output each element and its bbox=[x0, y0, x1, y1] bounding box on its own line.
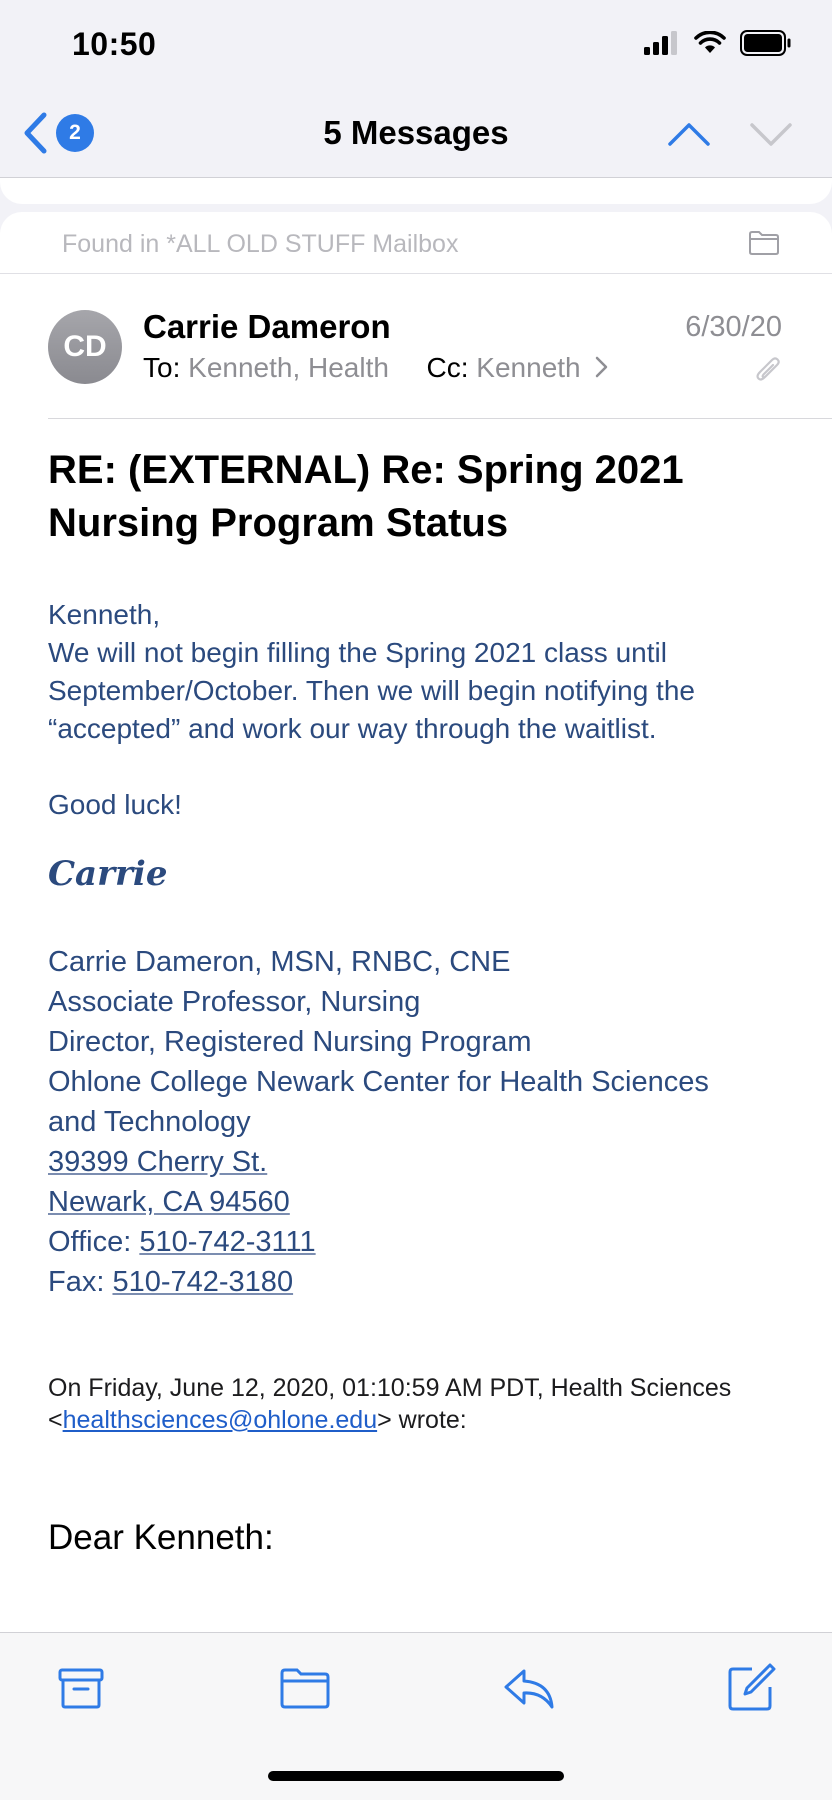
paperclip-icon bbox=[754, 354, 782, 384]
address-link[interactable]: 39399 Cherry St. bbox=[48, 1146, 268, 1178]
signature-line: Ohlone College Newark Center for Health Sciences bbox=[48, 1066, 709, 1098]
recipients-line[interactable] bbox=[143, 352, 610, 384]
to-label: To: bbox=[143, 352, 181, 383]
quoted-salutation: Dear Kenneth: bbox=[48, 1518, 274, 1557]
message-subject: RE: (EXTERNAL) Re: Spring 2021 Nursing Program Status bbox=[48, 448, 684, 545]
quote-header bbox=[48, 1372, 808, 1436]
found-in-bar[interactable] bbox=[0, 212, 832, 274]
nav-title: 5 Messages bbox=[323, 114, 509, 151]
body-line: September/October. Then we will begin notifying the bbox=[48, 675, 695, 706]
chevron-right-icon bbox=[594, 355, 610, 379]
sender-avatar[interactable]: CD bbox=[48, 310, 122, 384]
cc-value: Kenneth bbox=[476, 352, 581, 383]
email-link[interactable]: healthsciences@ohlone.edu bbox=[62, 1406, 378, 1434]
signature-block bbox=[48, 942, 808, 1302]
header-divider bbox=[48, 418, 832, 419]
message-card bbox=[0, 212, 832, 1632]
chevron-up-icon bbox=[666, 114, 712, 154]
quote-header-line: On Friday, June 12, 2020, 01:10:59 AM PDT, Health Sciences bbox=[48, 1374, 732, 1402]
message-body bbox=[48, 596, 808, 1558]
cellular-signal-icon bbox=[644, 31, 680, 55]
office-phone-link[interactable]: 510-742-3111 bbox=[139, 1226, 316, 1258]
archive-icon[interactable] bbox=[54, 1661, 108, 1715]
previous-message-button[interactable] bbox=[666, 114, 712, 154]
next-message-button[interactable] bbox=[748, 114, 794, 154]
status-bar bbox=[0, 0, 832, 90]
signature-line: and Technology bbox=[48, 1106, 251, 1138]
to-value: Kenneth, Health bbox=[188, 352, 389, 383]
office-label: Office: bbox=[48, 1226, 140, 1258]
status-time: 10:50 bbox=[72, 26, 157, 62]
unread-badge: 2 bbox=[56, 114, 94, 152]
cc-label: Cc: bbox=[426, 352, 469, 383]
previous-message-stub[interactable] bbox=[0, 178, 832, 204]
signature-line: Carrie Dameron, MSN, RNBC, CNE bbox=[48, 946, 511, 978]
found-in-text: Found in *ALL OLD STUFF Mailbox bbox=[62, 230, 459, 258]
body-line: “accepted” and work our way through the waitlist. bbox=[48, 713, 657, 744]
home-indicator[interactable] bbox=[268, 1771, 564, 1781]
nav-bar bbox=[0, 90, 832, 178]
signature-line: Associate Professor, Nursing bbox=[48, 986, 421, 1018]
quote-suffix: > wrote: bbox=[377, 1406, 467, 1434]
signature-name: Carrie bbox=[48, 854, 168, 894]
sender-name[interactable]: Carrie Dameron bbox=[143, 308, 391, 345]
signature-line: Director, Registered Nursing Program bbox=[48, 1026, 532, 1058]
body-line: We will not begin filling the Spring 2021 class until bbox=[48, 637, 667, 668]
message-date: 6/30/20 bbox=[685, 311, 782, 343]
quote-lt: < bbox=[48, 1406, 63, 1434]
battery-icon bbox=[740, 30, 792, 56]
fax-phone-link[interactable]: 510-742-3180 bbox=[112, 1266, 294, 1298]
body-greeting: Kenneth, bbox=[48, 599, 161, 630]
reply-icon[interactable] bbox=[502, 1661, 556, 1715]
body-closing: Good luck! bbox=[48, 789, 182, 820]
wifi-icon bbox=[694, 31, 726, 55]
compose-icon[interactable] bbox=[724, 1661, 778, 1715]
chevron-down-icon bbox=[748, 114, 794, 154]
fax-label: Fax: bbox=[48, 1266, 113, 1298]
move-folder-icon[interactable] bbox=[278, 1661, 332, 1715]
folder-icon[interactable] bbox=[748, 230, 780, 256]
city-link[interactable]: Newark, CA 94560 bbox=[48, 1186, 290, 1218]
status-icons bbox=[644, 30, 792, 56]
